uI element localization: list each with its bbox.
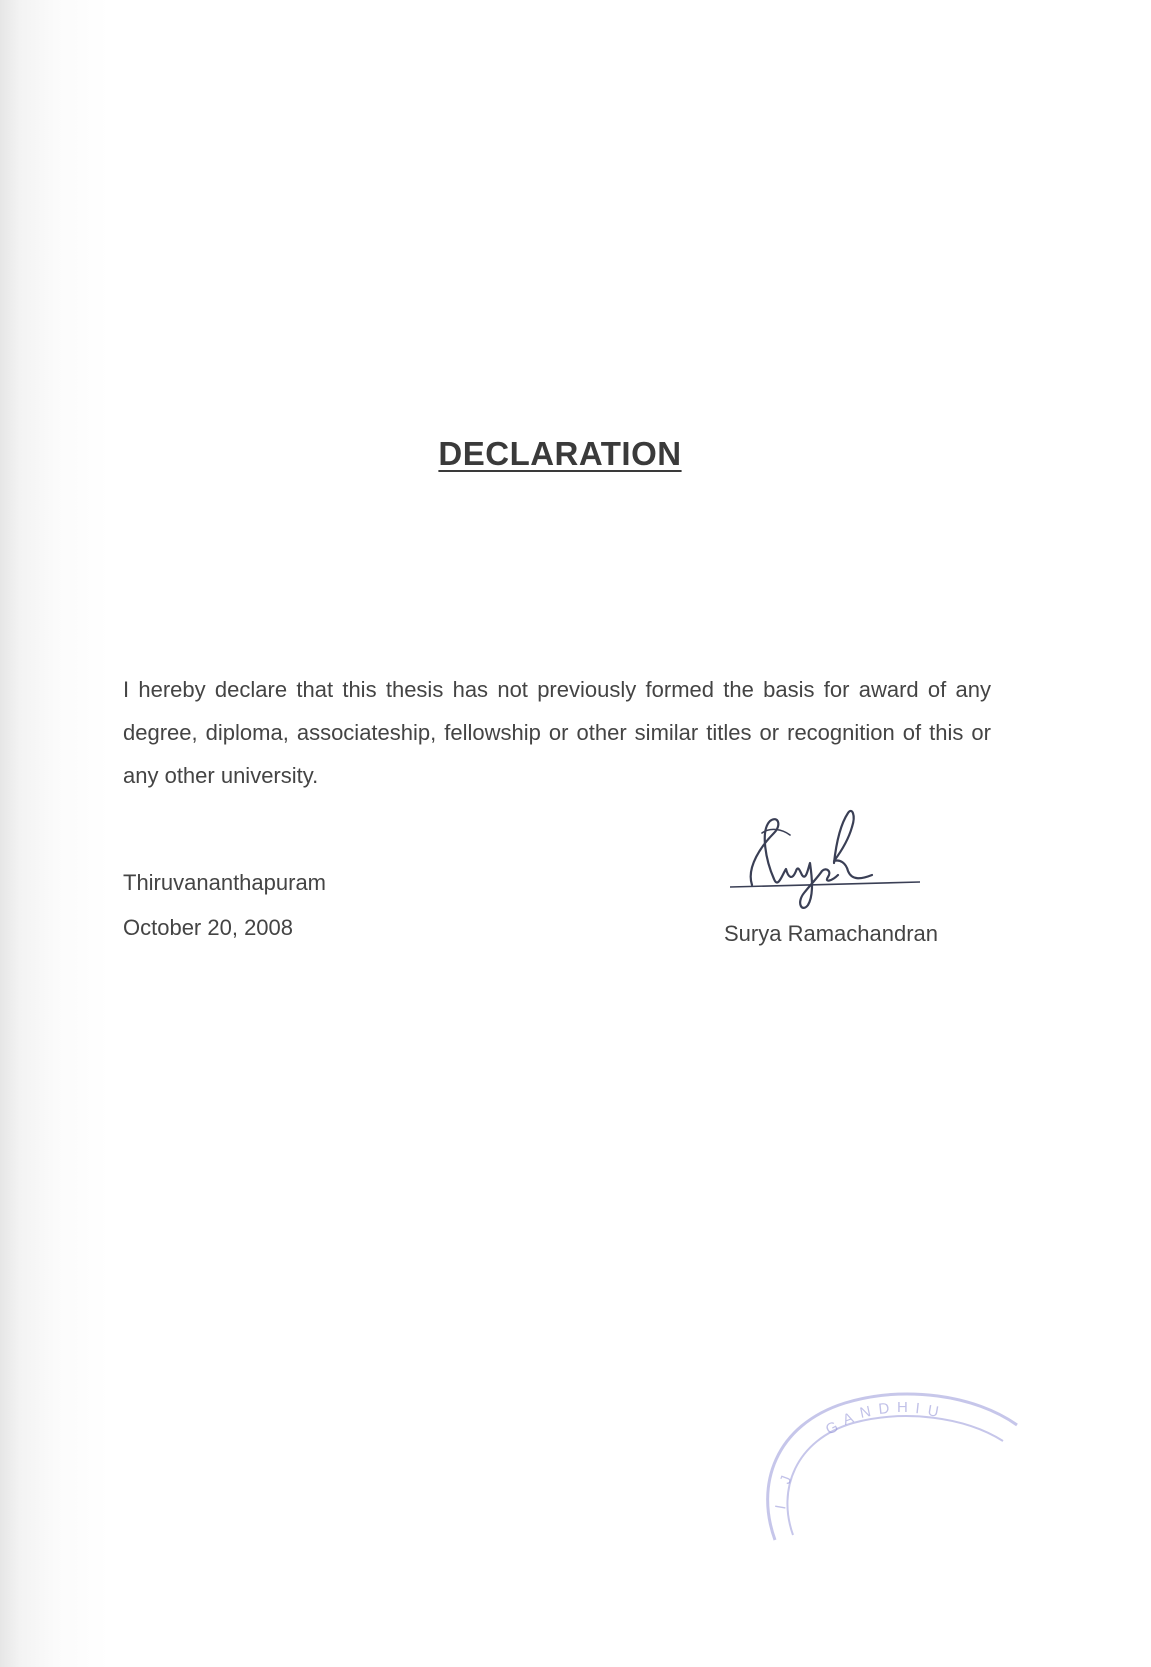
- svg-text:H: H: [897, 1399, 908, 1416]
- svg-text:U: U: [926, 1402, 940, 1421]
- seal-stamp: [755, 1365, 1025, 1565]
- signatory-name: Surya Ramachandran: [724, 921, 939, 946]
- svg-text:D: D: [877, 1399, 891, 1418]
- svg-text:I: I: [914, 1400, 921, 1418]
- svg-text:I: I: [772, 1503, 790, 1511]
- declaration-paragraph: I hereby declare that this thesis has not previously formed the basis for award of any degree, diploma, associateship, fellowship or other similar titles or recognition of this or any other university.: [123, 677, 991, 788]
- svg-text:A: A: [840, 1409, 856, 1429]
- date-text: October 20, 2008: [123, 915, 294, 940]
- svg-text:G: G: [822, 1418, 842, 1439]
- place-text: Thiruvananthapuram: [123, 870, 327, 895]
- svg-text:J: J: [776, 1473, 796, 1487]
- svg-text:N: N: [858, 1403, 873, 1422]
- page-title: DECLARATION: [438, 435, 682, 472]
- signature-image: [722, 805, 932, 915]
